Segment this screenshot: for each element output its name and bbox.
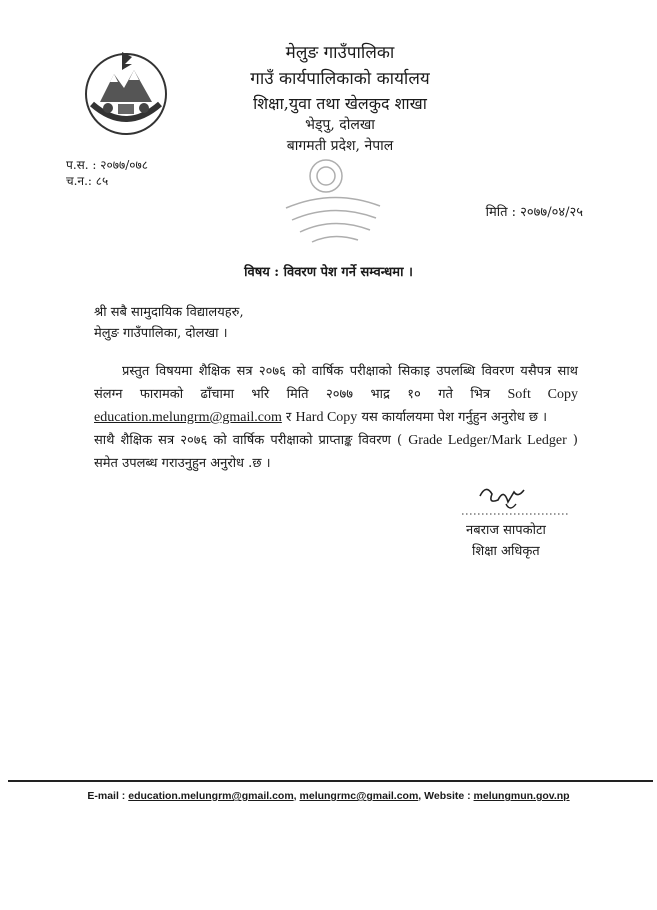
body-p1-part2: र bbox=[286, 410, 292, 425]
signature-icon bbox=[458, 482, 578, 518]
reference-chn: च.न.: ८५ bbox=[66, 174, 109, 188]
letter-body bbox=[94, 360, 578, 475]
addressee-line2: मेलुङ गाउँपालिका, दोलखा । bbox=[94, 326, 228, 341]
footer-email-1[interactable]: education.melungrm@gmail.com bbox=[128, 790, 294, 802]
footer-contact bbox=[0, 790, 657, 802]
letter-date: मिति : २०७७/०४/२५ bbox=[485, 205, 583, 220]
office-name: गाउँ कार्यपालिकाको कार्यालय bbox=[250, 69, 430, 89]
footer-divider bbox=[8, 780, 653, 782]
footer-email-2[interactable]: melungrmc@gmail.com bbox=[299, 790, 419, 802]
body-email-link[interactable]: education.melungrm@gmail.com bbox=[94, 410, 282, 425]
footer-email-label: E-mail : bbox=[87, 790, 126, 802]
signatory-title: शिक्षा अधिकृत bbox=[472, 544, 540, 559]
signatory-name: नबराज सापकोटा bbox=[466, 523, 546, 538]
letter-subject: विषय : विवरण पेश गर्ने सम्वन्धमा । bbox=[244, 265, 413, 280]
soft-copy-label: Soft Copy bbox=[507, 387, 578, 402]
ledger-label: Grade Ledger/Mark Ledger bbox=[408, 433, 567, 448]
body-paragraph-2 bbox=[94, 429, 578, 475]
province-address: बागमती प्रदेश, नेपाल bbox=[286, 138, 394, 154]
body-paragraph-1 bbox=[94, 360, 578, 429]
office-address: भेड्पु, दोलखा bbox=[305, 117, 375, 133]
footer-website[interactable]: melungmun.gov.np bbox=[473, 790, 570, 802]
section-name: शिक्षा,युवा तथा खेलकुद शाखा bbox=[253, 94, 427, 113]
hard-copy-label: Hard Copy bbox=[295, 410, 358, 425]
addressee-line1: श्री सबै सामुदायिक विद्यालयहरु, bbox=[94, 305, 244, 320]
body-p2-part2: ) समेत उपलब्ध गराउनुहुन अनुरोध .छ । bbox=[94, 433, 578, 471]
body-p1-part3: यस कार्यालयमा पेश गर्नुहुन अनुरोध छ । bbox=[361, 410, 548, 425]
body-p2-part1: साथै शैक्षिक सत्र २०७६ को वार्षिक परीक्षाको प्राप्ताङ्क विवरण ( bbox=[94, 433, 403, 448]
body-p1-part1: प्रस्तुत विषयमा शैक्षिक सत्र २०७६ को वार्षिक परीक्षाको सिकाइ उपलब्धि विवरण यसैपत्र साथ संलग्न फारामको ढाँचामा भरि मिति २०७७ भाद्र १० गते भित्र bbox=[94, 364, 578, 402]
footer-sep-2: , bbox=[418, 790, 422, 802]
footer-sep-1: , bbox=[293, 790, 297, 802]
office-stamp-icon bbox=[278, 148, 388, 248]
footer-website-label: Website : bbox=[424, 790, 471, 802]
municipality-name: मेलुङ गाउँपालिका bbox=[285, 43, 395, 63]
reference-ps: प.स. : २०७७/०७८ bbox=[66, 158, 148, 172]
